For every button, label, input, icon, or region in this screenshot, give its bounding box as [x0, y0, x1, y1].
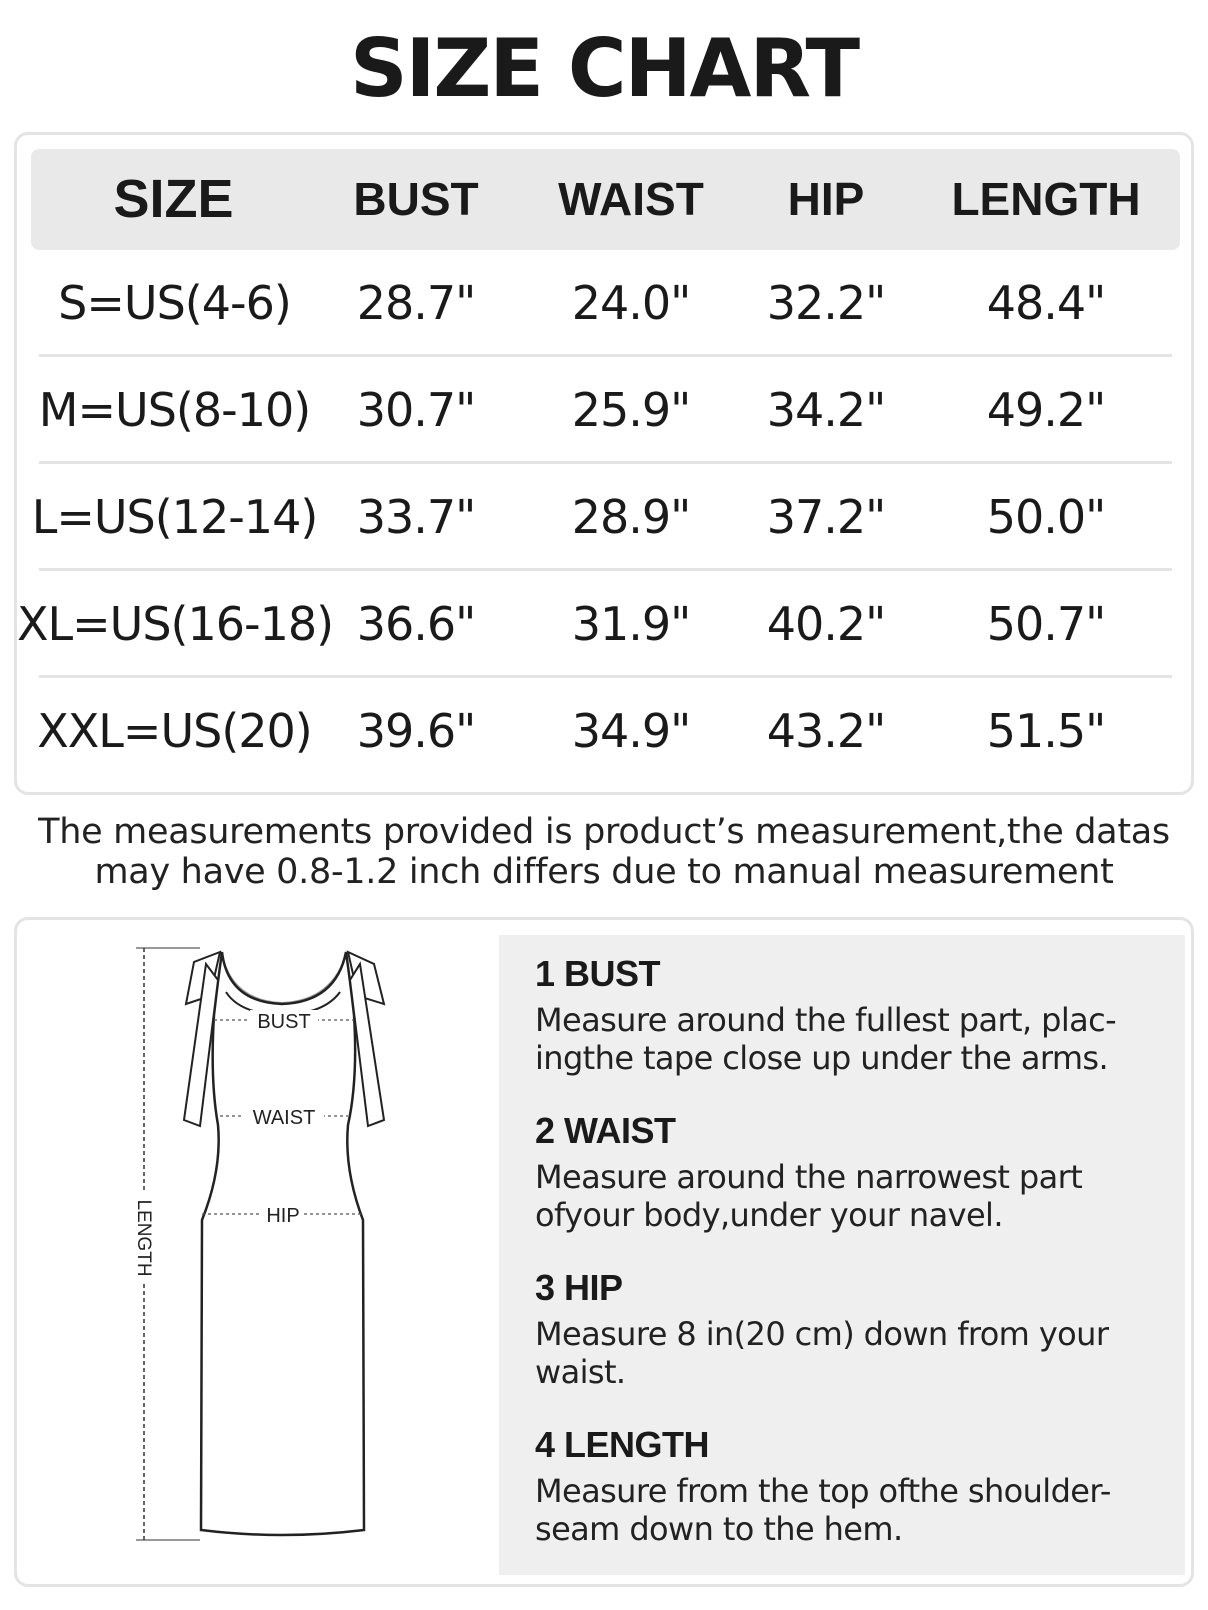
header-bust: BUST: [353, 173, 479, 225]
header-hip: HIP: [787, 173, 865, 225]
bust-cell: 28.7": [356, 276, 476, 330]
bust-cell: 33.7": [356, 490, 476, 544]
waist-cell: 28.9": [571, 490, 691, 544]
guide-desc: Measure from the top ofthe shoulder- seam down to the hem.: [535, 1472, 1111, 1548]
hip-cell: 37.2": [766, 490, 886, 544]
size-cell: S=US(4-6): [58, 276, 291, 330]
size-cell: M=US(8-10): [38, 383, 311, 437]
guide-item-hip: [535, 1267, 1175, 1391]
dress-diagram: [122, 940, 402, 1560]
bust-cell: 30.7": [356, 383, 476, 437]
table-row: [17, 571, 1172, 678]
hip-cell: 40.2": [766, 597, 886, 651]
waist-cell: 34.9": [571, 704, 691, 758]
table-row: [39, 678, 1172, 785]
guide-title: 2 WAIST: [535, 1110, 676, 1151]
waist-cell: 25.9": [571, 383, 691, 437]
guide-title: 1 BUST: [535, 953, 661, 994]
hip-cell: 32.2": [766, 276, 886, 330]
waist-cell: 24.0": [571, 276, 691, 330]
measurement-guide: [14, 917, 1194, 1587]
bust-cell: 39.6": [356, 704, 476, 758]
length-cell: 50.0": [986, 490, 1106, 544]
guide-item-bust: [535, 953, 1175, 1077]
hip-label: HIP: [266, 1205, 300, 1227]
header-size: SIZE: [113, 169, 234, 229]
table-row: [31, 464, 1172, 571]
guide-title: 4 LENGTH: [535, 1424, 710, 1465]
hip-cell: 34.2": [766, 383, 886, 437]
waist-label: WAIST: [252, 1107, 316, 1129]
length-label: LENGTH: [133, 1199, 154, 1277]
hip-cell: 43.2": [766, 704, 886, 758]
header-waist: WAIST: [558, 173, 704, 225]
size-cell: XL=US(16-18): [17, 597, 334, 651]
guide-panel: [499, 935, 1185, 1575]
waist-cell: 31.9": [571, 597, 691, 651]
guide-desc: Measure around the fullest part, plac- ingthe tape close up under the arms.: [535, 1001, 1117, 1077]
bust-label: BUST: [257, 1011, 311, 1033]
size-cell: XXL=US(20): [37, 704, 312, 758]
bust-cell: 36.6": [356, 597, 476, 651]
length-cell: 48.4": [986, 276, 1106, 330]
size-cell: L=US(12-14): [31, 490, 318, 544]
length-cell: 50.7": [986, 597, 1106, 651]
guide-desc: Measure around the narrowest part ofyour body,under your navel.: [535, 1158, 1083, 1234]
note-line-1: The measurements provided is product’s measurement,the datas: [38, 812, 1170, 852]
note-line-2: may have 0.8-1.2 inch differs due to manual measurement: [94, 852, 1114, 892]
guide-desc: Measure 8 in(20 cm) down from your waist.: [535, 1315, 1109, 1391]
page-title: SIZE CHART: [349, 22, 859, 115]
guide-item-length: [535, 1424, 1175, 1548]
measurement-note: [0, 812, 1208, 892]
table-header: [31, 149, 1180, 250]
length-cell: 49.2": [986, 383, 1106, 437]
table-row: [39, 357, 1172, 464]
guide-item-waist: [535, 1110, 1175, 1234]
guide-title: 3 HIP: [535, 1267, 623, 1308]
size-table: [14, 132, 1194, 795]
table-row: [39, 250, 1172, 357]
header-length: LENGTH: [951, 173, 1141, 225]
length-cell: 51.5": [986, 704, 1106, 758]
